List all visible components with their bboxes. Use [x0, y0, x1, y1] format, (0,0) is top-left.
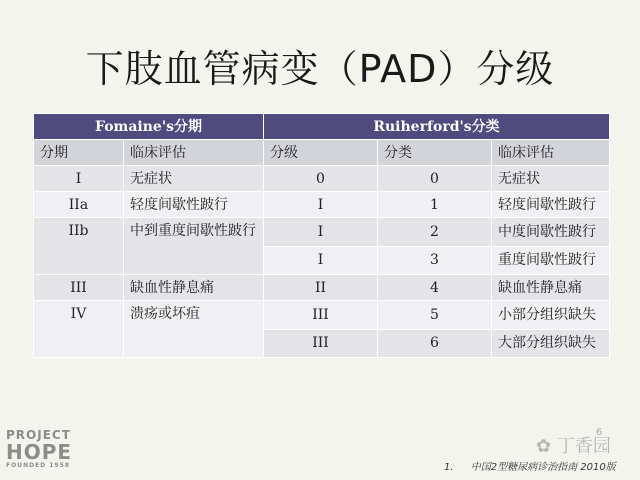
rutherford-grade: I [264, 192, 378, 218]
fontaine-stage: III [34, 275, 124, 301]
watermark-text: 丁香园 [556, 436, 611, 457]
footnote-text: 中国2型糖尿病诊治指南 2010版 [470, 462, 616, 473]
watermark-flower-icon: ✿ [536, 436, 552, 457]
slide-title: 下肢血管病变（PAD）分级 [85, 47, 555, 91]
col-stage: 分期 [34, 140, 124, 166]
table-row [34, 218, 610, 247]
rutherford-category: 6 [378, 329, 492, 358]
rutherford-clinical: 轻度间歇性跛行 [492, 192, 610, 218]
rutherford-clinical: 大部分组织缺失 [492, 329, 610, 358]
pad-classification-table [33, 113, 610, 358]
rutherford-grade: 0 [264, 166, 378, 192]
fontaine-clinical: 轻度间歇性跛行 [124, 192, 264, 218]
fontaine-stage: IV [34, 301, 124, 358]
footnote [444, 458, 616, 473]
table-row [34, 301, 610, 330]
rutherford-category: 0 [378, 166, 492, 192]
footnote-number: 1. [444, 462, 454, 473]
rutherford-clinical: 中度间歇性跛行 [492, 218, 610, 247]
table-row [34, 166, 610, 192]
rutherford-clinical: 重度间歇性跛行 [492, 246, 610, 275]
fontaine-clinical: 缺血性静息痛 [124, 275, 264, 301]
rutherford-grade: I [264, 218, 378, 247]
logo-line2: HOPE [6, 440, 73, 464]
rutherford-grade: I [264, 246, 378, 275]
rutherford-grade: III [264, 329, 378, 358]
fontaine-clinical: 溃疡或坏疽 [124, 301, 264, 358]
rutherford-clinical: 缺血性静息痛 [492, 275, 610, 301]
rutherford-category: 5 [378, 301, 492, 330]
fontaine-stage: IIa [34, 192, 124, 218]
fontaine-clinical: 中到重度间歇性跛行 [124, 218, 264, 275]
rutherford-clinical: 无症状 [492, 166, 610, 192]
fontaine-stage: IIb [34, 218, 124, 275]
fontaine-clinical: 无症状 [124, 166, 264, 192]
project-hope-logo [6, 429, 82, 475]
rutherford-header: Ruiherford's分类 [264, 114, 610, 140]
col-category: 分类 [378, 140, 492, 166]
rutherford-category: 4 [378, 275, 492, 301]
fontaine-stage: I [34, 166, 124, 192]
col-grade: 分级 [264, 140, 378, 166]
rutherford-grade: II [264, 275, 378, 301]
table-row [34, 192, 610, 218]
fontaine-header: Fomaine's分期 [34, 114, 264, 140]
rutherford-category: 2 [378, 218, 492, 247]
col-fontaine-clinical: 临床评估 [124, 140, 264, 166]
col-rutherford-clinical: 临床评估 [492, 140, 610, 166]
logo-line1: PROJECT [6, 428, 71, 442]
rutherford-clinical: 小部分组织缺失 [492, 301, 610, 330]
table-row [34, 275, 610, 301]
logo-line3: FOUNDED 1958 [6, 462, 70, 469]
rutherford-category: 1 [378, 192, 492, 218]
page-number: 6 [596, 427, 603, 438]
rutherford-grade: III [264, 301, 378, 330]
rutherford-category: 3 [378, 246, 492, 275]
